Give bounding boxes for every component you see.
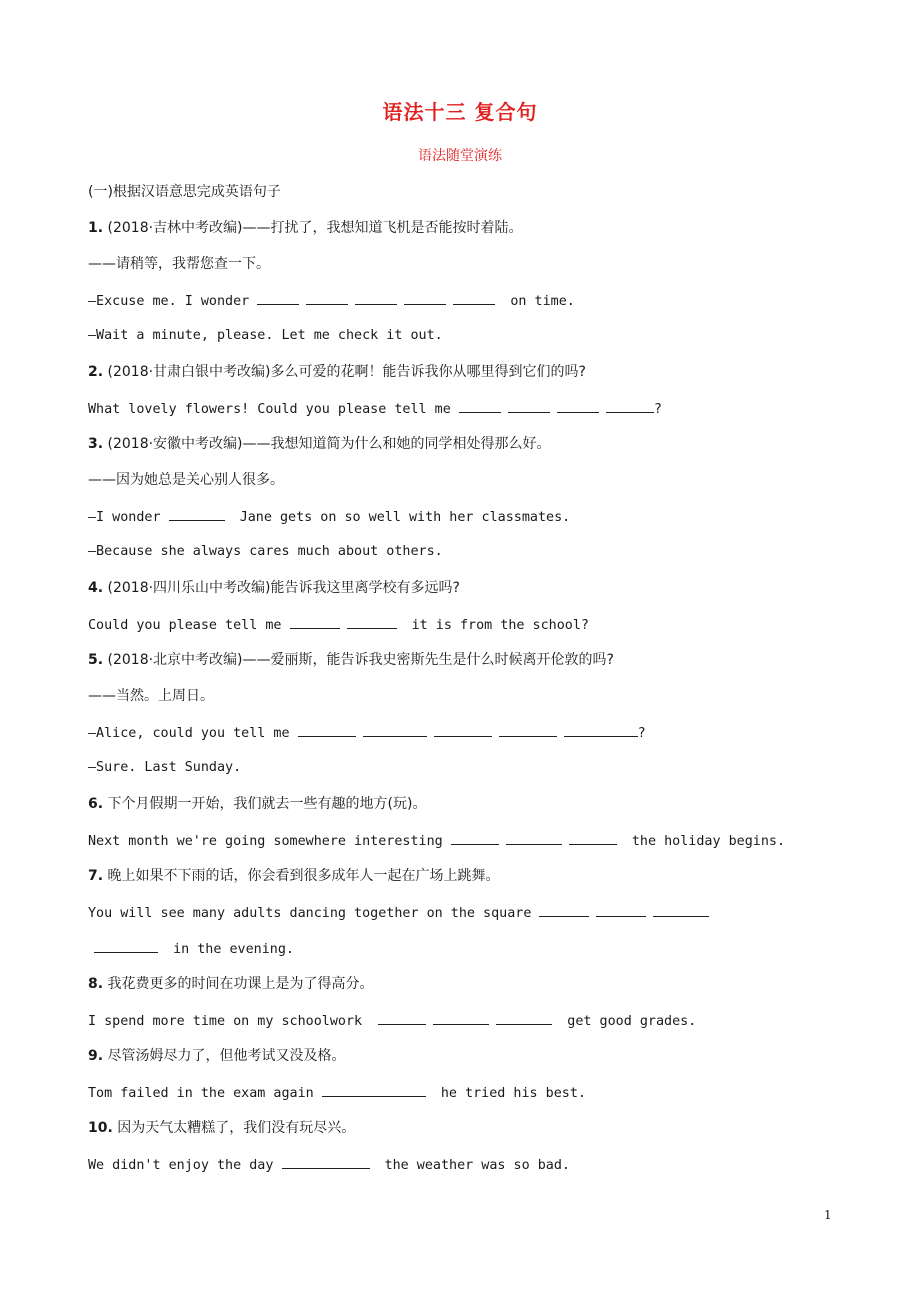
answer-blank[interactable] [506, 830, 562, 845]
q4-english-end: it is from the school? [411, 618, 589, 633]
answer-blank[interactable] [298, 722, 356, 737]
q7-number: 7. [88, 868, 104, 884]
q5-number: 5. [88, 652, 104, 668]
answer-blank[interactable] [557, 398, 599, 413]
q10-english [88, 1154, 570, 1176]
q8-prompt [88, 974, 374, 994]
q10-english-end: the weather was so bad. [384, 1158, 570, 1173]
answer-blank[interactable] [653, 902, 709, 917]
q3-english-a-end: Jane gets on so well with her classmates. [239, 510, 571, 525]
q9-number: 9. [88, 1048, 104, 1064]
q6-english-end: the holiday begins. [631, 834, 786, 849]
q7-english-end: in the evening. [173, 942, 294, 957]
answer-blank[interactable] [596, 902, 646, 917]
q7-prompt [88, 866, 500, 886]
answer-blank[interactable] [453, 290, 495, 305]
q6-english [88, 830, 785, 852]
q4-chinese: (2018·四川乐山中考改编)能告诉我这里离学校有多远吗? [107, 580, 460, 596]
page-number: 1 [824, 1208, 832, 1222]
q3-chinese: (2018·安徽中考改编)——我想知道简为什么和她的同学相处得那么好。 [107, 436, 551, 452]
q3-number: 3. [88, 436, 104, 452]
q7-english [88, 902, 716, 924]
answer-blank[interactable] [404, 290, 446, 305]
q7-english-text: You will see many adults dancing together on the square [88, 906, 532, 921]
answer-blank[interactable] [322, 1082, 426, 1097]
q5-chinese-reply: ——当然。上周日。 [88, 688, 214, 704]
q5-chinese: (2018·北京中考改编)——爱丽斯，能告诉我史密斯先生是什么时候离开伦敦的吗? [107, 652, 614, 668]
q3-prompt [88, 434, 551, 454]
answer-blank[interactable] [496, 1010, 552, 1025]
answer-blank[interactable] [564, 722, 638, 737]
q6-prompt [88, 794, 426, 814]
answer-blank[interactable] [434, 722, 492, 737]
q3-english-a-text: —I wonder [88, 510, 161, 525]
answer-blank[interactable] [459, 398, 501, 413]
answer-blank[interactable] [569, 830, 617, 845]
q9-english-end: he tried his best. [440, 1086, 586, 1101]
q5-prompt [88, 650, 614, 670]
q10-prompt [88, 1118, 355, 1138]
q4-english [88, 614, 589, 636]
q8-english-end: get good grades. [567, 1014, 697, 1029]
answer-blank[interactable] [378, 1010, 426, 1025]
q4-prompt [88, 578, 460, 598]
q8-english-text: I spend more time on my schoolwork [88, 1014, 363, 1029]
q5-english-b: —Sure. Last Sunday. [88, 760, 242, 775]
q1-english-a [88, 290, 575, 312]
answer-blank[interactable] [508, 398, 550, 413]
q10-english-text: We didn't enjoy the day [88, 1158, 274, 1173]
q9-english [88, 1082, 586, 1104]
q1-english-b: —Wait a minute, please. Let me check it out. [88, 328, 443, 343]
answer-blank[interactable] [257, 290, 299, 305]
q4-english-text: Could you please tell me [88, 618, 282, 633]
q2-english-end: ? [653, 402, 662, 417]
answer-blank[interactable] [94, 938, 158, 953]
answer-blank[interactable] [499, 722, 557, 737]
answer-blank[interactable] [282, 1154, 370, 1169]
q1-english-a-end: on time. [510, 294, 575, 309]
q5-english-a [88, 722, 646, 744]
page-subtitle: 语法随堂演练 [418, 148, 502, 164]
q10-number: 10. [88, 1120, 113, 1136]
q7-chinese: 晚上如果不下雨的话，你会看到很多成年人一起在广场上跳舞。 [107, 868, 500, 884]
q1-prompt [88, 218, 523, 238]
q2-number: 2. [88, 364, 104, 380]
q8-english [88, 1010, 696, 1032]
q7-english-continued [94, 938, 294, 960]
q3-chinese-reply: ——因为她总是关心别人很多。 [88, 472, 284, 488]
q2-chinese: (2018·甘肃白银中考改编)多么可爱的花啊！能告诉我你从哪里得到它们的吗? [107, 364, 586, 380]
answer-blank[interactable] [306, 290, 348, 305]
q4-number: 4. [88, 580, 104, 596]
answer-blank[interactable] [363, 722, 427, 737]
q8-number: 8. [88, 976, 104, 992]
answer-blank[interactable] [433, 1010, 489, 1025]
answer-blank[interactable] [451, 830, 499, 845]
answer-blank[interactable] [606, 398, 654, 413]
q6-number: 6. [88, 796, 104, 812]
answer-blank[interactable] [169, 506, 225, 521]
q1-english-a-text: —Excuse me. I wonder [88, 294, 250, 309]
answer-blank[interactable] [539, 902, 589, 917]
q1-number: 1. [88, 220, 104, 236]
page-title: 语法十三 复合句 [382, 100, 538, 124]
q5-english-a-end: ? [637, 726, 646, 741]
q3-english-a [88, 506, 570, 528]
section-heading: (一)根据汉语意思完成英语句子 [88, 184, 281, 200]
q6-english-text: Next month we're going somewhere interesting [88, 834, 443, 849]
q1-chinese-reply: ——请稍等，我帮您查一下。 [88, 256, 270, 272]
q6-chinese: 下个月假期一开始，我们就去一些有趣的地方(玩)。 [107, 796, 427, 812]
q5-english-a-text: —Alice, could you tell me [88, 726, 290, 741]
answer-blank[interactable] [347, 614, 397, 629]
q2-prompt [88, 362, 586, 382]
q9-chinese: 尽管汤姆尽力了，但他考试又没及格。 [107, 1048, 346, 1064]
q9-prompt [88, 1046, 346, 1066]
q2-english [88, 398, 662, 420]
answer-blank[interactable] [355, 290, 397, 305]
q2-english-text: What lovely flowers! Could you please tell me [88, 402, 451, 417]
answer-blank[interactable] [290, 614, 340, 629]
q1-chinese: (2018·吉林中考改编)——打扰了，我想知道飞机是否能按时着陆。 [107, 220, 523, 236]
q8-chinese: 我花费更多的时间在功课上是为了得高分。 [107, 976, 374, 992]
q9-english-text: Tom failed in the exam again [88, 1086, 314, 1101]
q3-english-b: —Because she always cares much about others. [88, 544, 443, 559]
q10-chinese: 因为天气太糟糕了，我们没有玩尽兴。 [117, 1120, 356, 1136]
